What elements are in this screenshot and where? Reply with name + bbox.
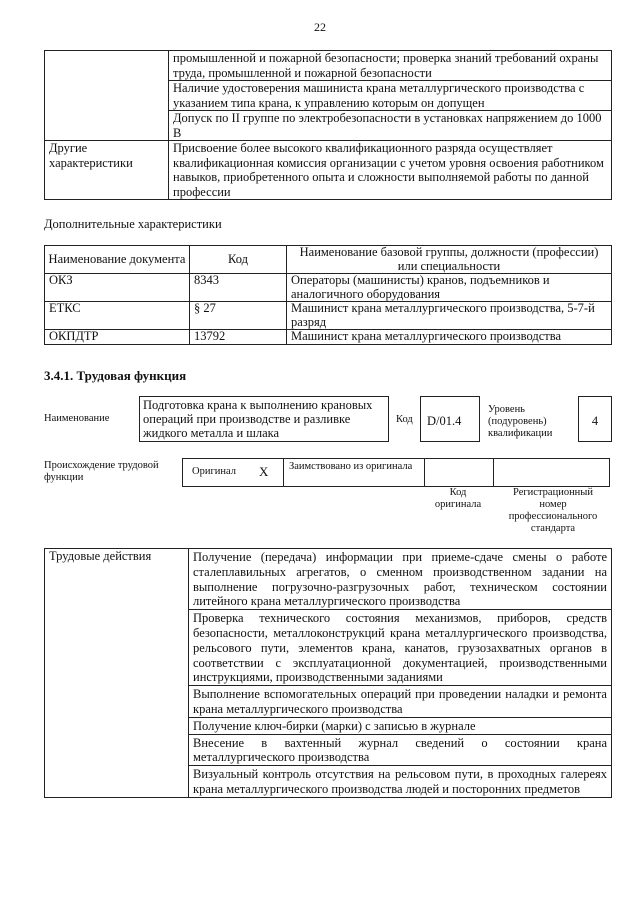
table-cell: Машинист крана металлургического производства, 5-7-й разряд <box>287 302 612 330</box>
table-row <box>45 141 612 200</box>
labor-action-item: Визуальный контроль отсутствия на рельсовом пути, в проходных галереях крана металлургического производства людей и посторонних предметов <box>193 767 607 796</box>
level-value: 4 <box>591 414 599 428</box>
empty-cell <box>45 51 169 141</box>
other-characteristics-label: Другие характеристики <box>45 141 169 200</box>
origin-code-caption: Код оригинала <box>434 487 482 510</box>
divider <box>424 459 425 486</box>
requirement-line: Наличие удостоверения машиниста крана металлургического производства с указанием типа крана, к управлению которым он допущен <box>169 81 611 111</box>
function-name-value: Подготовка крана к выполнению крановых операций при производстве и разливке жидкого металла и шлака <box>143 398 373 440</box>
table-header-row <box>45 246 612 274</box>
column-header: Наименование документа <box>45 246 190 274</box>
section-heading: 3.4.1. Трудовая функция <box>44 368 187 383</box>
divider <box>283 459 284 486</box>
labor-actions-cell <box>189 549 612 798</box>
table-cell: 13792 <box>190 330 287 345</box>
column-header: Код <box>190 246 287 274</box>
page-number: 22 <box>314 20 326 34</box>
table-cell: ЕТКС <box>45 302 190 330</box>
requirements-table <box>44 50 612 200</box>
requirement-line: промышленной и пожарной безопасности; проверка знаний требований охраны труда, промышленной и пожарной безопасности <box>169 51 611 81</box>
table-cell: ОКЗ <box>45 274 190 302</box>
code-value: D/01.4 <box>427 414 462 428</box>
table-row <box>45 549 612 798</box>
other-characteristics-text: Присвоение более высокого квалификационного разряда осуществляет квалификационная комиссия организации с учетом уровня освоения работником навыков, приобретенного опыта и сложности выполняемой работы по данной профессии <box>169 141 612 200</box>
divider <box>493 459 494 486</box>
name-label: Наименование <box>44 413 110 424</box>
requirement-line: Допуск по II группе по электробезопасности в установках напряжением до 1000 В <box>173 111 602 140</box>
labor-action-item: Получение (передача) информации при приеме-сдаче смены о работе сталеплавильных агрегатов, о сменном производственном задании на выполнение погрузочно-разгрузочных работ, техническом состоянии литейного крана металлургического производства <box>189 549 611 610</box>
labor-action-item: Получение ключ-бирки (марки) с записью в журнале <box>189 718 611 735</box>
labor-actions-label: Трудовые действия <box>45 549 189 798</box>
labor-actions-table <box>44 548 612 798</box>
table-cell: Машинист крана металлургического производства <box>287 330 612 345</box>
code-box <box>420 396 480 442</box>
requirements-cell <box>169 51 612 141</box>
original-label: Оригинал <box>192 466 236 477</box>
additional-characteristics-title: Дополнительные характеристики <box>44 217 222 231</box>
table-row <box>45 302 612 330</box>
origin-label: Происхождение трудовой функции <box>44 460 159 483</box>
level-box <box>578 396 612 442</box>
reg-number-caption: Регистрационный номер профессионального стандарта <box>508 487 598 534</box>
column-header: Наименование базовой группы, должности (профессии) или специальности <box>287 246 612 274</box>
table-row <box>45 330 612 345</box>
labor-action-item: Проверка технического состояния механизмов, приборов, средств безопасности, металлоконструкций крана металлургического производства, рельсового пути, элементов крана, канатов, грузозахватных органов в соответствии с эксплуатационной документацией, производственными инструкциями, производственными заданиями <box>189 610 611 686</box>
labor-action-item: Внесение в вахтенный журнал сведений о состоянии крана металлургического производства <box>189 735 611 767</box>
table-cell: Операторы (машинисты) кранов, подъемников и аналогичного оборудования <box>287 274 612 302</box>
table-cell: ОКПДТР <box>45 330 190 345</box>
additional-characteristics-table <box>44 245 612 345</box>
function-name-box <box>139 396 389 442</box>
table-cell: § 27 <box>190 302 287 330</box>
borrowed-label: Заимствовано из оригинала <box>289 461 413 472</box>
original-mark: X <box>259 464 269 479</box>
level-label: Уровень (подуровень) квалификации <box>488 404 553 439</box>
table-row <box>45 51 612 141</box>
labor-action-item: Выполнение вспомогательных операций при проведении наладки и ремонта крана металлургического производства <box>189 686 611 718</box>
table-row <box>45 274 612 302</box>
origin-box <box>182 458 610 487</box>
code-label: Код <box>396 414 413 425</box>
table-cell: 8343 <box>190 274 287 302</box>
